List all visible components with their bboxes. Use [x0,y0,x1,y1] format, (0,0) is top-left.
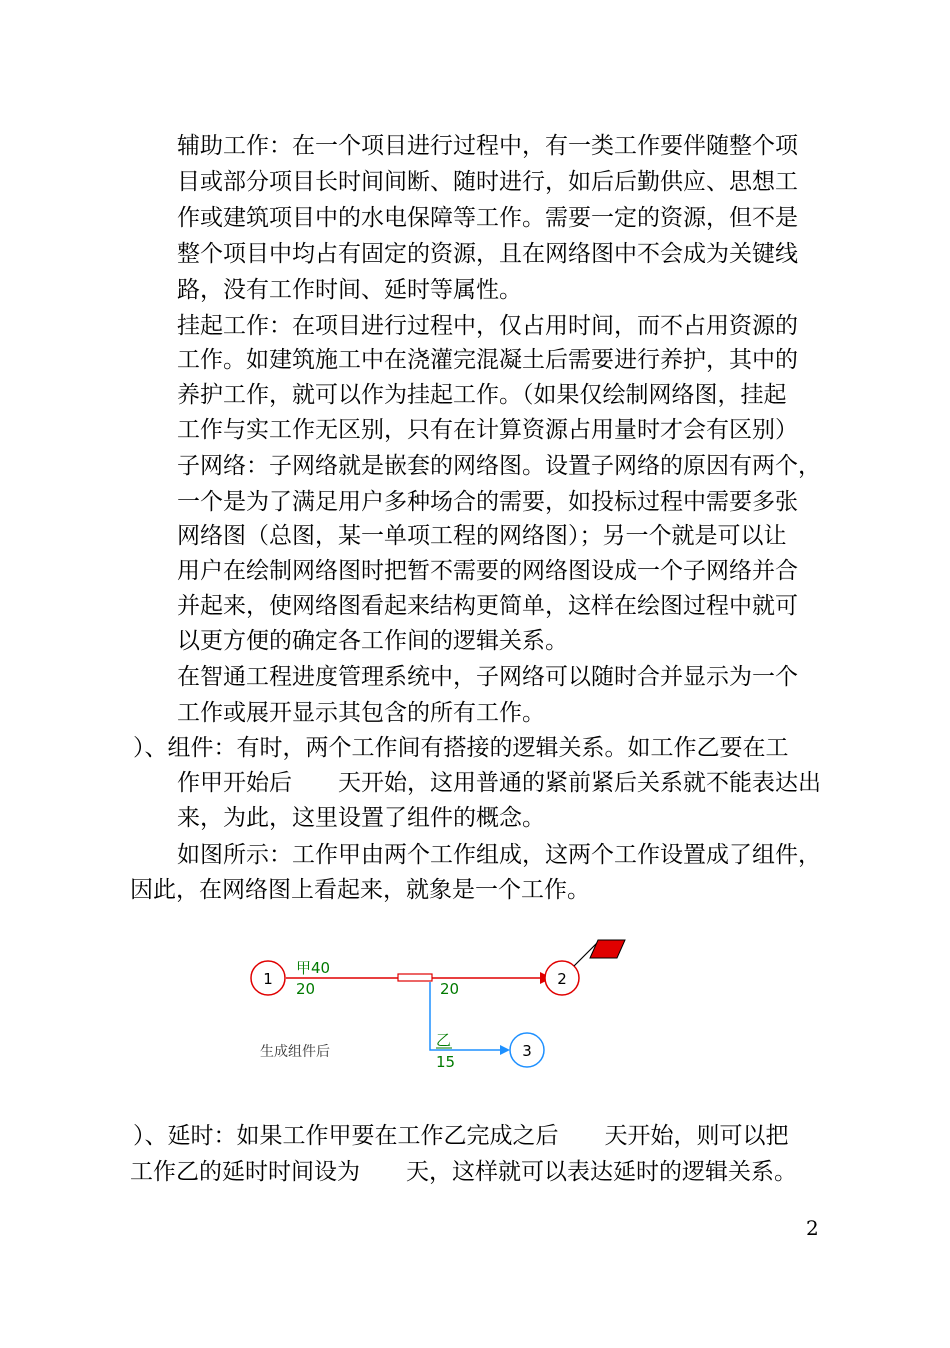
subnet-line-1: 子网络：子网络就是嵌套的网络图。设置子网络的原因有两个， [177,453,821,479]
network-diagram [240,930,640,1080]
component-box [398,974,432,981]
aux-work-line-3: 作或建筑项目中的水电保障等工作。需要一定的资源，但不是 [177,205,798,231]
node-2-label: 2 [557,970,567,988]
suspend-work-line-3: 养护工作，就可以作为挂起工作。（如果仅绘制网络图，挂起 [177,382,787,408]
figure-intro-line-2: 因此，在网络图上看起来，就象是一个工作。 [130,877,590,903]
suspend-work-line-4: 工作与实工作无区别，只有在计算资源占用量时才会有区别） [177,417,798,443]
component-line-3: 来，为此，这里设置了组件的概念。 [177,805,545,831]
subnet-system-line-1: 在智通工程进度管理系统中，子网络可以随时合并显示为一个 [177,664,798,690]
delay-line-2: 工作乙的延时时间设为 天，这样就可以表达延时的逻辑关系。 [130,1159,797,1185]
work-yi-arrowhead [500,1045,510,1055]
node-1-label: 1 [263,970,273,988]
node-3-label: 3 [522,1042,532,1060]
work-jia-duration: 20 [296,980,316,998]
page-number: 2 [806,1216,819,1240]
subnet-system-line-2: 工作或展开显示其包含的所有工作。 [177,700,545,726]
aux-work-line-2: 目或部分项目长时间间断、随时进行，如后后勤供应、思想工 [177,169,798,195]
subnet-line-4: 用户在绘制网络图时把暂不需要的网络图设成一个子网络并合 [177,558,798,584]
aux-work-line-1: 辅助工作：在一个项目进行过程中，有一类工作要伴随整个项 [177,133,798,159]
component-line-1: ）、组件：有时，两个工作间有搭接的逻辑关系。如工作乙要在工 [133,735,789,761]
subnet-line-2: 一个是为了满足用户多种场合的需要，如投标过程中需要多张 [177,489,798,515]
work-jia-label: 甲40 [296,959,331,977]
component-line-2: 作甲开始后 天开始，这用普通的紧前紧后关系就不能表达出 [177,770,821,796]
suspend-work-line-1: 挂起工作：在项目进行过程中，仅占用时间，而不占用资源的 [177,313,798,339]
work-yi-label: 乙 [436,1031,452,1049]
component-duration: 20 [440,980,460,998]
subnet-line-6: 以更方便的确定各工作间的逻辑关系。 [177,628,568,654]
aux-work-line-5: 路，没有工作时间、延时等属性。 [177,277,522,303]
suspend-work-line-2: 工作。如建筑施工中在浇灌完混凝土后需要进行养护，其中的 [177,347,798,373]
aux-work-line-4: 整个项目中均占有固定的资源，且在网络图中不会成为关键线 [177,241,798,267]
subnet-line-3: 网络图（总图，某一单项工程的网络图）；另一个就是可以让 [177,523,787,549]
work-yi-duration: 15 [436,1053,456,1071]
figure-intro-line-1: 如图所示：工作甲由两个工作组成，这两个工作设置成了组件， [177,842,821,868]
critical-flag-icon [590,940,625,958]
delay-line-1: ）、延时：如果工作甲要在工作乙完成之后 天开始，则可以把 [133,1123,789,1149]
diagram-caption: 生成组件后 [260,1044,330,1060]
subnet-line-5: 并起来，使网络图看起来结构更简单，这样在绘图过程中就可 [177,593,798,619]
